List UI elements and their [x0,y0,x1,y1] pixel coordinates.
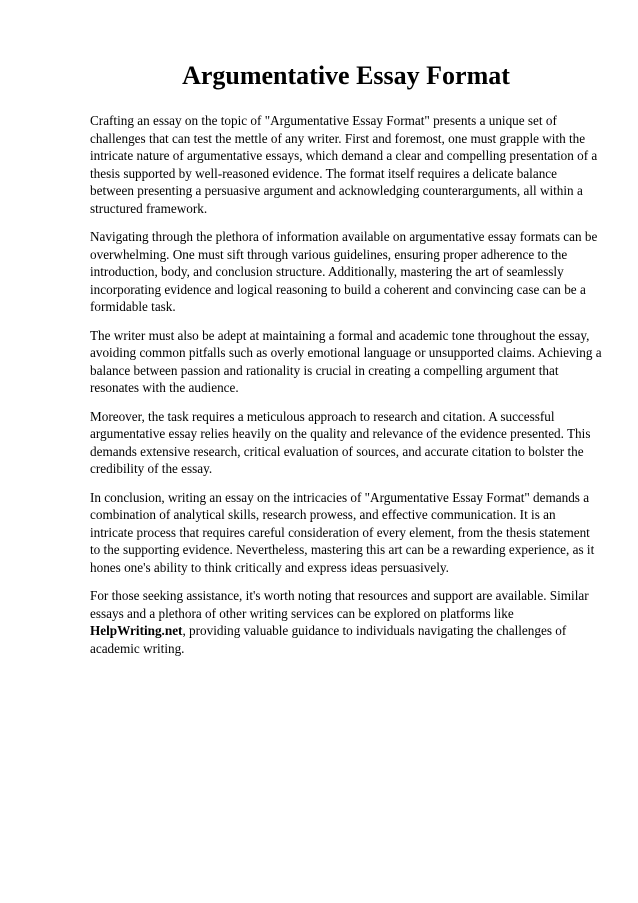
paragraph-research: Moreover, the task requires a meticulous approach to research and citation. A successful argumentative essay relies heavily on the quality and relevance of the evidence presented. This demands extensive research, critical evaluation of sources, and accurate citation to bolster the credibility of the essay. [90,408,591,476]
paragraph-closing [90,587,602,657]
helpwriting-brand-link[interactable]: HelpWriting.net [90,623,183,638]
paragraph-intro: Crafting an essay on the topic of "Argumentative Essay Format" presents a unique set of challenges that can test the mettle of any writer. First and foremost, one must grapple with the intricate nature of argumentative essays, which demand a clear and compelling presentation of a thesis supported by well-reasoned evidence. The format itself requires a delicate balance between presenting a persuasive argument and acknowledging counterarguments, all within a structured framework. [90,113,598,216]
paragraph-tone: The writer must also be adept at maintaining a formal and academic tone throughout the essay, avoiding common pitfalls such as overly emotional language or unsupported claims. Achieving a balance between passion and rationality is crucial in creating a compelling argument that resonates with the audience. [90,327,602,395]
paragraph-navigating: Navigating through the plethora of information available on argumentative essay formats can be overwhelming. One must sift through various guidelines, ensuring proper adherence to the introduction, body, and conclusion structure. Additionally, mastering the art of seamlessly incorporating evidence and logical reasoning to build a coherent and convincing case can be a formidable task. [90,229,598,314]
document-title: Argumentative Essay Format [182,61,510,90]
closing-text-after: , providing valuable guidance to individuals navigating the challenges of academic writing. [90,623,567,656]
document-page [90,58,602,668]
closing-text-before: For those seeking assistance, it's worth noting that resources and support are available. Similar essays and a plethora of other writing services can be explored on platforms like [90,588,589,621]
paragraph-conclusion: In conclusion, writing an essay on the intricacies of "Argumentative Essay Format" demands a combination of analytical skills, research prowess, and effective communication. It is an intricate process that requires careful consideration of every element, from the thesis statement to the supporting evidence. Nevertheless, mastering this art can be a rewarding experience, as it hones one's ability to think critically and express ideas persuasively. [90,489,595,575]
